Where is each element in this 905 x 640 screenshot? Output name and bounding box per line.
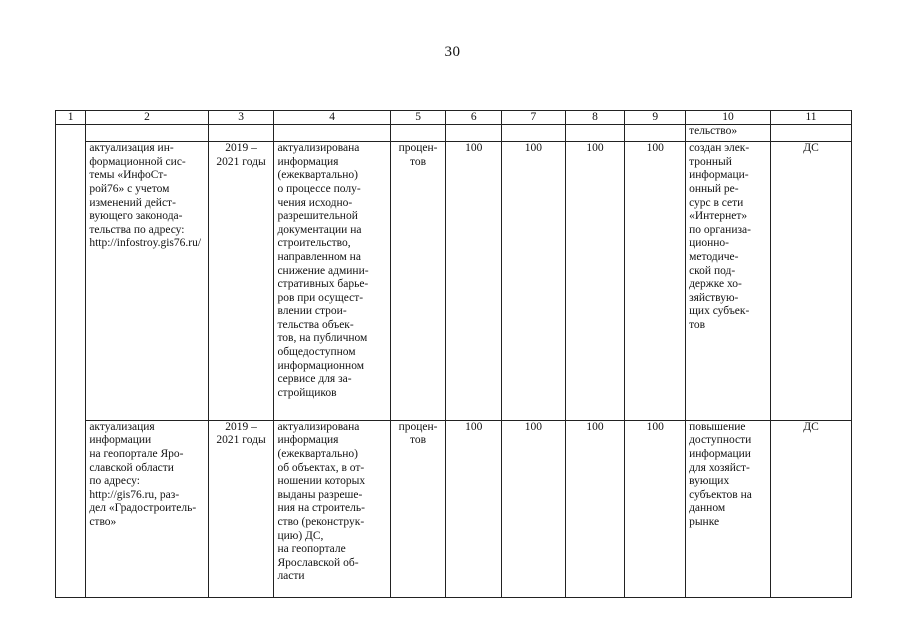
- value-cell: 100: [502, 420, 566, 597]
- column-header: 7: [502, 111, 566, 125]
- value-cell: 100: [565, 420, 625, 597]
- column-header: 6: [446, 111, 502, 125]
- activity-cell: актуализация ин- формационной сис- темы «ИнфоСт- рой76» с учетом изменений дейст- вующего законода- тельства по адресу: http://infostroy.gis76.ru/: [86, 142, 208, 421]
- column-header: 2: [86, 111, 208, 125]
- period-cell: 2019 – 2021 годы: [208, 420, 274, 597]
- table-cell: [446, 125, 502, 142]
- column-header: 3: [208, 111, 274, 125]
- value-cell: 100: [565, 142, 625, 421]
- page-number: 30: [444, 44, 461, 60]
- column-header: 10: [686, 111, 771, 125]
- table-row: [56, 420, 852, 597]
- table-cell: [502, 125, 566, 142]
- indicator-cell: актуализирована информация (ежеквартально) о процессе полу- чения исходно- разрешительной документации на строительство, направленном на снижение админи- стративных барье- ров при осущест- влении строи- тельства объек- тов, на публичном общедоступном информационном сервисе для за- стройщиков: [274, 142, 390, 421]
- table-cell: [274, 125, 390, 142]
- column-header: 1: [56, 111, 86, 125]
- column-header: 9: [625, 111, 686, 125]
- column-header: 5: [390, 111, 446, 125]
- value-cell: 100: [502, 142, 566, 421]
- column-header: 11: [771, 111, 852, 125]
- value-cell: 100: [625, 142, 686, 421]
- result-cell: повышение доступности информации для хозяйст- вующих субъектов на данном рынке: [686, 420, 771, 597]
- table-cell: [86, 125, 208, 142]
- first-column-cell: [56, 125, 86, 598]
- table-cell: [390, 125, 446, 142]
- table-cell: [771, 125, 852, 142]
- header-row: [56, 111, 852, 125]
- indicator-cell: актуализирована информация (ежеквартально) об объектах, в от- ношении которых выданы разреше- ния на строитель- ство (реконструк- цию) ДС, на геопортале Ярославской об- ласти: [274, 420, 390, 597]
- unit-cell: процен- тов: [390, 142, 446, 421]
- continuation-row: [56, 125, 852, 142]
- table-cell: [565, 125, 625, 142]
- activity-cell: актуализация информации на геопортале Яро- славской области по адресу: http://gis76.ru, раз- дел «Градостроитель- ство»: [86, 420, 208, 597]
- table-cell: тельство»: [686, 125, 771, 142]
- column-header: 8: [565, 111, 625, 125]
- responsible-cell: ДС: [771, 420, 852, 597]
- result-cell: создан элек- тронный информаци- онный ре- сурс в сети «Интернет» по организа- ционно- методиче- ской под- держке хо- зяйствую- щих субъек- тов: [686, 142, 771, 421]
- period-cell: 2019 – 2021 годы: [208, 142, 274, 421]
- value-cell: 100: [625, 420, 686, 597]
- responsible-cell: ДС: [771, 142, 852, 421]
- value-cell: 100: [446, 142, 502, 421]
- value-cell: 100: [446, 420, 502, 597]
- data-table: [55, 110, 852, 598]
- column-header: 4: [274, 111, 390, 125]
- unit-cell: процен- тов: [390, 420, 446, 597]
- table-row: [56, 142, 852, 421]
- table-cell: [625, 125, 686, 142]
- table-cell: [208, 125, 274, 142]
